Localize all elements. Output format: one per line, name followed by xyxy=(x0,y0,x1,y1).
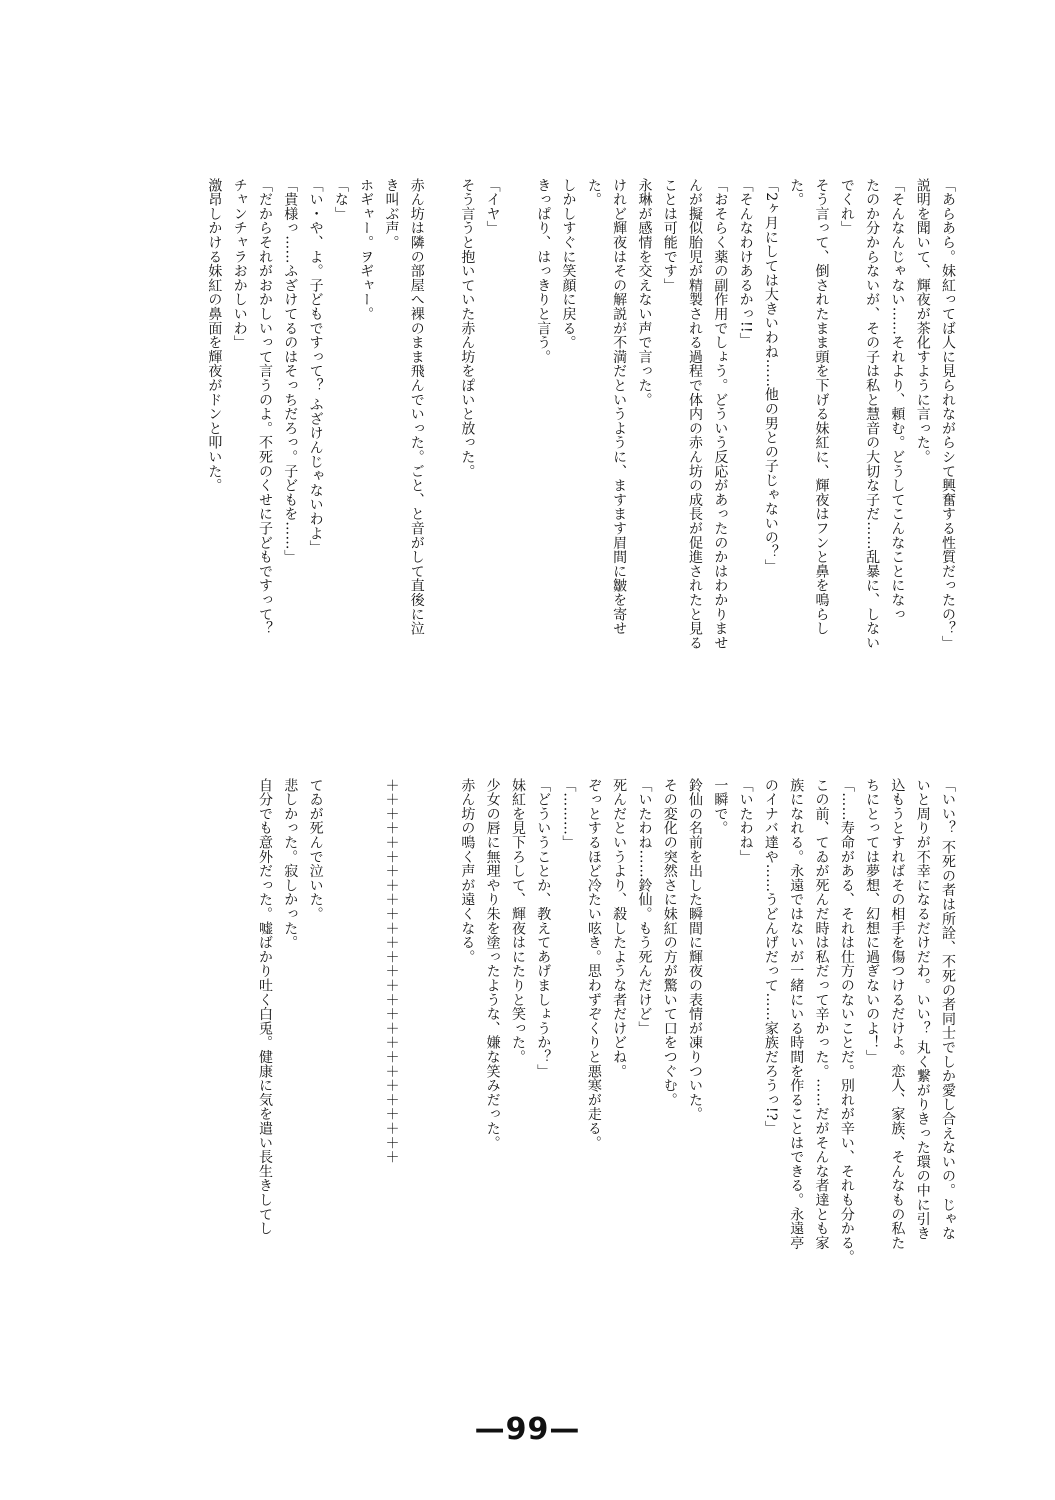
page-number: —99— xyxy=(474,1412,581,1447)
text-line: た。 xyxy=(788,178,805,207)
top-text-section xyxy=(80,178,960,738)
text-line: ホギャー。ヲギャー。 xyxy=(358,178,375,321)
text-line: 「………」 xyxy=(560,778,577,850)
text-line: 赤ん坊は隣の部屋へ裸のまま飛んでいった。ごと、と音がして直後に泣 xyxy=(408,178,425,636)
text-line: きっぱり、はっきりと言う。 xyxy=(535,178,552,364)
text-line: 悲しかった。寂しかった。 xyxy=(282,778,299,950)
paragraph-gap xyxy=(429,178,454,738)
text-line: 「そんなわけあるかっ!!」 xyxy=(737,178,754,348)
text-line: のイナバ達や……うどんげだって……家族だろうっ!?」 xyxy=(762,778,779,1135)
text-line: 死んだというより、殺したような者だけどね。 xyxy=(611,778,628,1079)
text-line: 「イヤ」 xyxy=(484,178,501,236)
text-line: 「いたわね……鈴仙。もう死んだけど」 xyxy=(636,778,653,1036)
text-line: 「だからそれがおかしいって言うのよ。不死のくせに子どもですって？ xyxy=(256,178,273,636)
text-line: 「いい？ 不死の者は所詮、不死の者同士でしか愛し合えないの。じゃな xyxy=(940,778,956,1241)
text-line: 「……寿命がある、それは仕方のないことだ。別れが辛い、それも分かる。 xyxy=(838,778,855,1265)
bottom-text-section xyxy=(80,778,960,1338)
scene-divider: ＋＋＋＋＋＋＋＋＋＋＋＋＋＋＋＋＋＋＋＋＋＋＋＋＋＋＋ xyxy=(383,778,400,1165)
text-line: 説明を聞いて、輝夜が茶化すように言った。 xyxy=(914,178,931,464)
text-line: ことは可能です」 xyxy=(661,178,678,293)
text-line: てゐが死んで泣いた。 xyxy=(307,778,324,921)
text-line: 永琳が感情を交えない声で言った。 xyxy=(636,178,653,407)
text-line: 赤ん坊の鳴く声が遠くなる。 xyxy=(459,778,476,964)
text-line: しかしすぐに笑顔に戻る。 xyxy=(560,178,577,350)
text-line: き叫ぶ声。 xyxy=(383,178,400,250)
paragraph-gap xyxy=(328,778,353,1338)
text-line: 込もうとすればその相手を傷つけるだけよ。恋人、家族、そんなもの私た xyxy=(889,778,906,1250)
text-line: 激昂しかける妹紅の鼻面を輝夜がドンと叩いた。 xyxy=(206,178,223,493)
text-line: 「な」 xyxy=(332,178,349,221)
text-line: 「そんなんじゃない……それより、頼む。どうしてこんなことになっ xyxy=(889,178,906,622)
text-line: この前、てゐが死んだ時は私だって辛かった。……だがそんな者達とも家 xyxy=(813,778,830,1250)
text-line: んが擬似胎児が精製される過程で体内の赤ん坊の成長が促進されたと見る xyxy=(687,178,704,650)
text-line: 少女の唇に無理やり朱を塗ったような、嫌な笑みだった。 xyxy=(484,778,501,1150)
text-line: 「2ヶ月にしては大きいわね……他の男との子じゃないの？」 xyxy=(762,178,779,574)
text-line: 「貴様っ……ふざけてるのはそっちだろっ。子どもを……」 xyxy=(282,178,299,565)
text-line: 「あらあら。妹紅ってば人に見られながらシて興奮する性質だったの？」 xyxy=(940,178,956,650)
text-line: 一瞬で。 xyxy=(712,778,729,836)
text-line: 「どういうことか、教えてあげましょうか？」 xyxy=(535,778,552,1079)
paragraph-gap xyxy=(505,178,530,738)
text-line: たのか分からないが、その子は私と慧音の大切な子だ……乱暴に、しない xyxy=(864,178,881,650)
text-line: 「い・や、よ。子どもですって？ ふざけんじゃないわよ」 xyxy=(307,178,324,555)
text-line: でくれ」 xyxy=(838,178,855,236)
text-line: そう言って、倒されたまま頭を下げる妹紅に、輝夜はフンと鼻を鳴らし xyxy=(813,178,830,636)
paragraph-gap xyxy=(429,778,454,1338)
text-line: ぞっとするほど冷たい呟き。思わずぞくりと悪寒が走る。 xyxy=(585,778,602,1150)
text-line: 族になれる。永遠ではないが一緒にいる時間を作ることはできる。永遠亭 xyxy=(788,778,805,1250)
paragraph-gap xyxy=(353,778,378,1338)
text-line: 妹紅を見下ろして、輝夜はにたりと笑った。 xyxy=(509,778,526,1064)
text-line: 「いたわね」 xyxy=(737,778,754,864)
text-line: た。 xyxy=(585,178,602,207)
text-line: けれど輝夜はその解説が不満だというように、ますます眉間に皺を寄せ xyxy=(611,178,628,636)
text-line: チャンチャラおかしいわ」 xyxy=(231,178,248,350)
text-line: 鈴仙の名前を出した瞬間に輝夜の表情が凍りついた。 xyxy=(687,778,704,1122)
text-line: その変化の突然さに妹紅の方が驚いて口をつぐむ。 xyxy=(661,778,678,1107)
text-line: 「おそらく薬の副作用でしょう。どういう反応があったのかはわかりませ xyxy=(712,178,729,650)
text-line: いと周りが不幸になるだけだわ。いい？ 丸く繋がりきった環の中に引き xyxy=(914,778,931,1241)
text-line: そう言うと抱いていた赤ん坊をぽいと放った。 xyxy=(459,178,476,479)
text-line: 自分でも意外だった。嘘ばかり吐く白兎。健康に気を遣い長生きしてし xyxy=(256,778,273,1236)
paragraph-gap xyxy=(403,778,428,1338)
text-line: ちにとっては夢想、幻想に過ぎないのよ！」 xyxy=(864,778,881,1064)
